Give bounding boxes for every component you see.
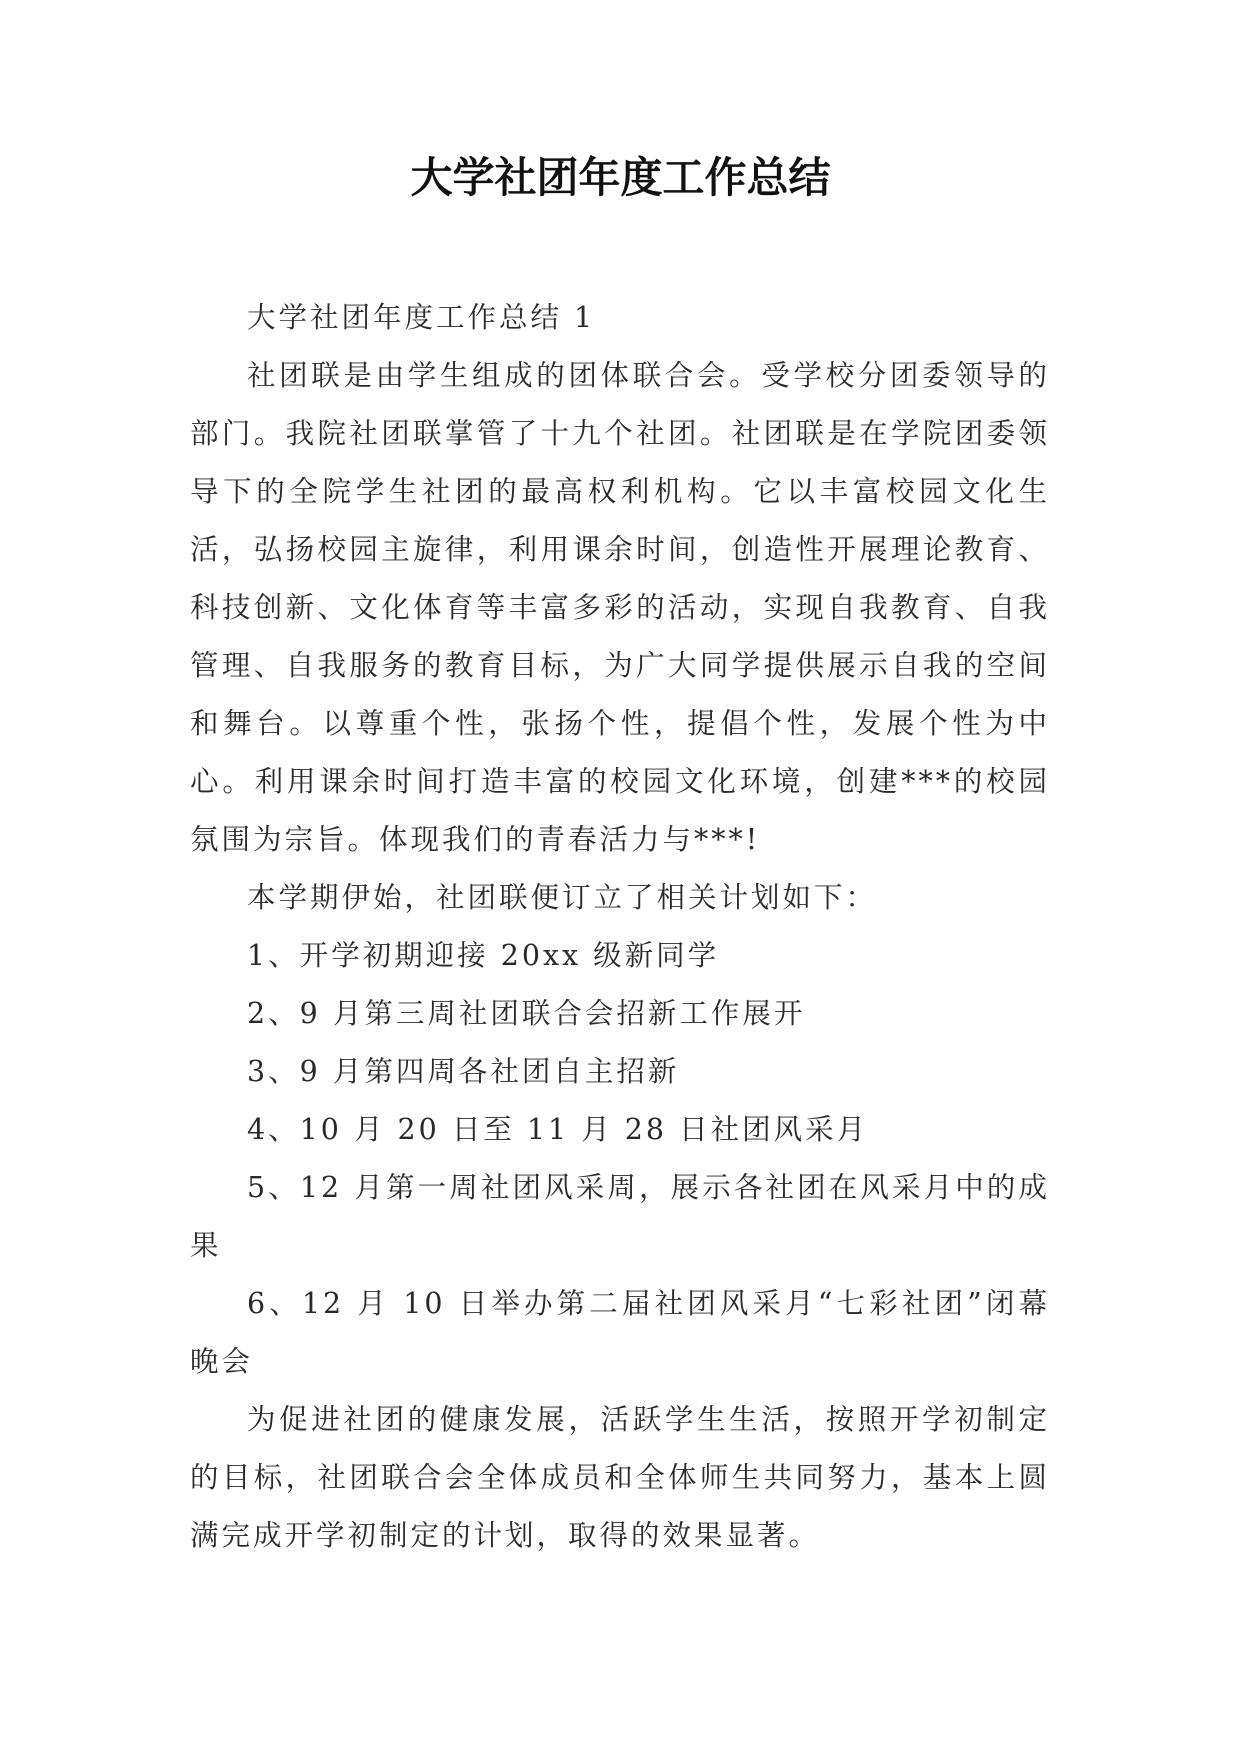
plan-item-4: 4、10 月 20 日至 11 月 28 日社团风采月 [247,1113,869,1146]
document-body [190,289,1050,1565]
plan-item-3: 3、9 月第四周各社团自主招新 [247,1055,680,1088]
section-heading: 大学社团年度工作总结 1 [247,301,596,334]
document-title: 大学社团年度工作总结 [410,153,831,202]
intro-paragraph: 社团联是由学生组成的团体联合会。受学校分团委领导的部门。我院社团联掌管了十九个社团。社团联是在学院团委领导下的全院学生社团的最高权利机构。它以丰富校园文化生活，弘扬校园主旋律，利用课余时间，创造性开展理论教育、科技创新、文化体育等丰富多彩的活动，实现自我教育、自我管理、自我服务的教育目标，为广大同学提供展示自我的空间和舞台。以尊重个性，张扬个性，提倡个性，发展个性为中心。利用课余时间打造丰富的校园文化环境，创建***的校园氛围为宗旨。体现我们的青春活力与***! [190,359,1050,856]
plan-intro-paragraph: 本学期伊始，社团联便订立了相关计划如下： [247,881,878,914]
plan-item-2: 2、9 月第三周社团联合会招新工作展开 [247,997,806,1030]
plan-item-6: 6、12 月 10 日举办第二届社团风采月“七彩社团”闭幕晚会 [190,1287,1050,1378]
conclusion-paragraph: 为促进社团的健康发展，活跃学生生活，按照开学初制定的目标，社团联合会全体成员和全体师生共同努力，基本上圆满完成开学初制定的计划，取得的效果显著。 [190,1403,1050,1552]
plan-item-1: 1、开学初期迎接 20xx 级新同学 [247,939,720,972]
plan-item-5: 5、12 月第一周社团风采周，展示各社团在风采月中的成果 [190,1171,1050,1262]
